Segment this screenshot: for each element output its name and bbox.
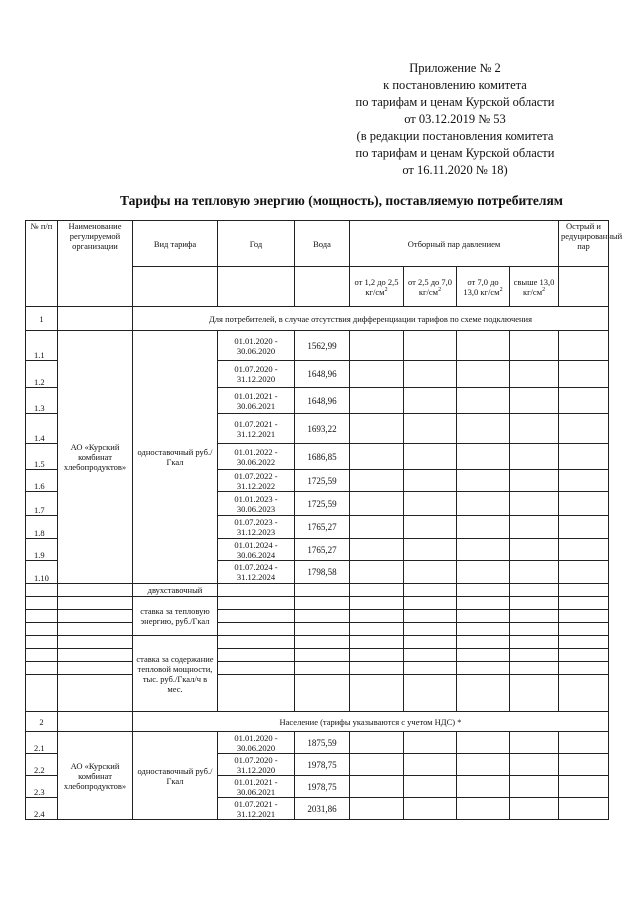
col-header-sharp-steam: Острый и редуцированный пар [559, 221, 609, 267]
row-number: 1.4 [26, 414, 58, 444]
table-row [26, 636, 609, 649]
water-value: 1648,96 [295, 361, 350, 388]
header-line: (в редакции постановления комитета [356, 129, 554, 143]
row-number: 1.9 [26, 539, 58, 561]
tariff-kind-cell: одноставочный руб./Гкал [133, 331, 218, 584]
period-cell: 01.01.2022 - 30.06.2022 [218, 444, 295, 470]
row-number: 2.3 [26, 776, 58, 798]
table-row [26, 597, 609, 610]
table-row [26, 662, 609, 675]
table-row [26, 584, 609, 597]
tariff-kind-cell: одноставочный руб./Гкал [133, 732, 218, 820]
tariff-table [25, 220, 623, 820]
page-title: Тарифы на тепловую энергию (мощность), поставляемую потребителям [120, 193, 563, 208]
period-cell: 01.07.2020 - 31.12.2020 [218, 754, 295, 776]
section-label: Для потребителей, в случае отсутствия дифференциации тарифов по схеме подключения [133, 307, 609, 331]
col-header-pressure-2: от 2,5 до 7,0 $кг/см^2$ [404, 267, 457, 307]
col-header-pressure-1: от 1,2 до 2,5 $кг/см^2$ [350, 267, 404, 307]
water-value: 1798,58 [295, 561, 350, 584]
col-header-num: № п/п [26, 221, 58, 307]
col-header-pressure-3: от 7,0 до 13,0 $кг/см^2$ [457, 267, 510, 307]
row-number: 1.3 [26, 388, 58, 414]
col-header-pressure-4: свыше 13,0 $кг/см^2$ [510, 267, 559, 307]
row-number: 1.2 [26, 361, 58, 388]
water-value: 1725,59 [295, 470, 350, 492]
row-number: 2.1 [26, 732, 58, 754]
section-label: Население (тарифы указываются с учетом НДС) * [133, 712, 609, 732]
row-number: 1.5 [26, 444, 58, 470]
header-line: к постановлению комитета [383, 78, 527, 92]
col-header-kind: Вид тарифа [133, 221, 218, 267]
row-number: 1.7 [26, 492, 58, 516]
period-cell: 01.07.2023 - 31.12.2023 [218, 516, 295, 539]
heat-rate-label: ставка за тепловую энергию, руб./Гкал [133, 597, 218, 636]
header-line: по тарифам и ценам Курской области [355, 95, 555, 109]
water-value: 1725,59 [295, 492, 350, 516]
header-line: Приложение № 2 [409, 61, 501, 75]
water-value: 1978,75 [295, 776, 350, 798]
table-row [26, 649, 609, 662]
period-cell: 01.07.2021 - 31.12.2021 [218, 414, 295, 444]
water-value: 2031,86 [295, 798, 350, 820]
water-value: 1648,96 [295, 388, 350, 414]
capacity-rate-label: ставка за содержание тепловой мощности, тыс. руб./Гкал/ч в мес. [133, 636, 218, 712]
section-number: 2 [26, 712, 58, 732]
period-cell: 01.01.2023 - 30.06.2023 [218, 492, 295, 516]
row-number: 1.6 [26, 470, 58, 492]
two-rate-label: двухставочный [133, 584, 218, 597]
water-value: 1562,99 [295, 331, 350, 361]
document-header [300, 60, 610, 179]
organization-cell: АО «Курский комбинат хлебопродуктов» [58, 331, 133, 584]
period-cell: 01.01.2020 - 30.06.2020 [218, 331, 295, 361]
period-cell: 01.07.2021 - 31.12.2021 [218, 798, 295, 820]
period-cell: 01.01.2021 - 30.06.2021 [218, 388, 295, 414]
row-number: 1.1 [26, 331, 58, 361]
col-header-org: Наименование регулируемой организации [58, 221, 133, 307]
row-number: 2.2 [26, 754, 58, 776]
table-row [26, 331, 609, 361]
row-number: 1.8 [26, 516, 58, 539]
period-cell: 01.07.2024 - 31.12.2024 [218, 561, 295, 584]
table-row [26, 675, 609, 712]
period-cell: 01.01.2021 - 30.06.2021 [218, 776, 295, 798]
water-value: 1765,27 [295, 539, 350, 561]
period-cell: 01.01.2020 - 30.06.2020 [218, 732, 295, 754]
row-number: 1.10 [26, 561, 58, 584]
water-value: 1875,59 [295, 732, 350, 754]
col-header-water: Вода [295, 221, 350, 267]
period-cell: 01.07.2020 - 31.12.2020 [218, 361, 295, 388]
table-row [26, 623, 609, 636]
water-value: 1686,85 [295, 444, 350, 470]
section-number: 1 [26, 307, 58, 331]
col-header-year: Год [218, 221, 295, 267]
period-cell: 01.01.2024 - 30.06.2024 [218, 539, 295, 561]
header-line: от 03.12.2019 № 53 [404, 112, 506, 126]
water-value: 1693,22 [295, 414, 350, 444]
table-row [26, 732, 609, 754]
section-row [26, 712, 609, 732]
col-header-steam: Отборный пар давлением [350, 221, 559, 267]
header-line: от 16.11.2020 № 18) [402, 163, 508, 177]
section-row [26, 307, 609, 331]
water-value: 1765,27 [295, 516, 350, 539]
table-row [26, 610, 609, 623]
organization-cell: АО «Курский комбинат хлебопродуктов» [58, 732, 133, 820]
header-row [26, 221, 609, 267]
water-value: 1978,75 [295, 754, 350, 776]
row-number: 2.4 [26, 798, 58, 820]
header-line: по тарифам и ценам Курской области [355, 146, 555, 160]
period-cell: 01.07.2022 - 31.12.2022 [218, 470, 295, 492]
